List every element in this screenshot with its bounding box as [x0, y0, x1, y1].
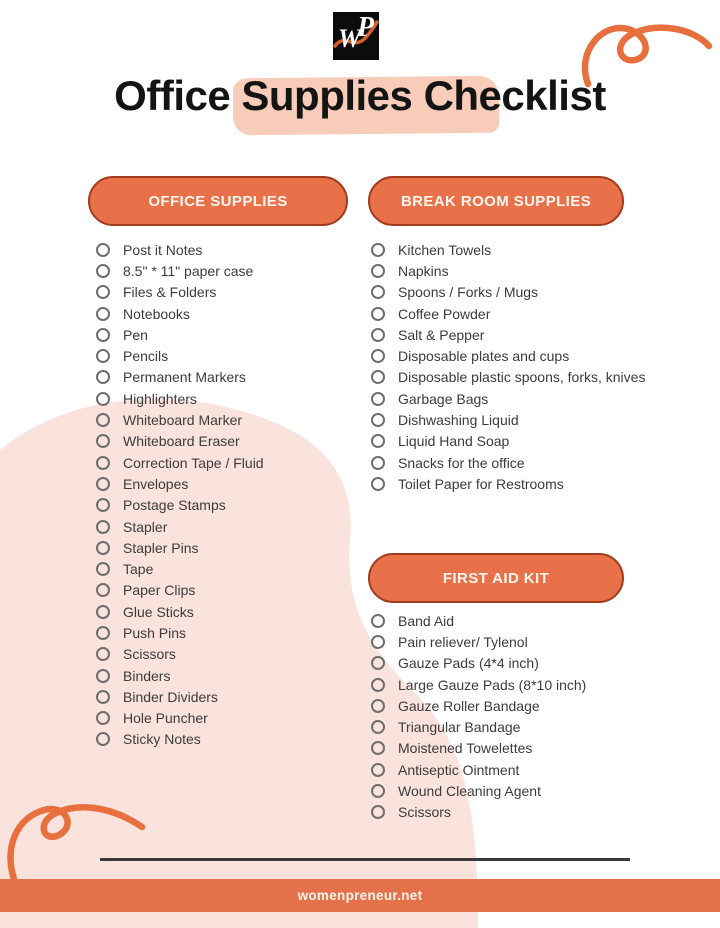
- section-header-label: FIRST AID KIT: [442, 569, 550, 587]
- checklist-item-label: Scissors: [398, 804, 451, 821]
- checklist-item: [96, 644, 366, 665]
- checklist-item-label: Files & Folders: [123, 284, 217, 301]
- checkbox-circle[interactable]: [96, 477, 110, 491]
- checklist-item: [96, 729, 366, 750]
- checkbox-circle[interactable]: [371, 243, 385, 257]
- checkbox-circle[interactable]: [371, 763, 385, 777]
- checkbox-circle[interactable]: [371, 784, 385, 798]
- checklist-item: [371, 260, 701, 281]
- checklist-item: [371, 409, 701, 430]
- checkbox-circle[interactable]: [371, 656, 385, 670]
- checklist-item: [96, 622, 366, 643]
- checklist-item: [371, 674, 691, 695]
- checklist-item-label: Moistened Towelettes: [398, 740, 533, 757]
- checklist-item-label: Binder Dividers: [123, 688, 218, 705]
- checklist-item-label: Whiteboard Eraser: [123, 433, 240, 450]
- checklist-item: [96, 452, 366, 473]
- checklist-item: [371, 653, 691, 674]
- checklist-item-label: Gauze Roller Bandage: [398, 697, 540, 714]
- checkbox-circle[interactable]: [96, 732, 110, 746]
- section-header-first-aid-kit: [368, 553, 624, 603]
- checklist-item-label: Glue Sticks: [123, 603, 194, 620]
- checklist-item: [371, 388, 701, 409]
- checkbox-circle[interactable]: [96, 520, 110, 534]
- checklist-item-label: Garbage Bags: [398, 390, 489, 407]
- checklist-item-label: Wound Cleaning Agent: [398, 783, 541, 800]
- checkbox-circle[interactable]: [371, 413, 385, 427]
- checkbox-circle[interactable]: [96, 413, 110, 427]
- checklist-item: [371, 303, 701, 324]
- checklist-item: [371, 324, 701, 345]
- checkbox-circle[interactable]: [96, 690, 110, 704]
- checklist-item-label: Hole Puncher: [123, 710, 208, 727]
- checkbox-circle[interactable]: [371, 392, 385, 406]
- checkbox-circle[interactable]: [96, 669, 110, 683]
- checkbox-circle[interactable]: [371, 307, 385, 321]
- checklist-item: [96, 665, 366, 686]
- checklist-item-label: Kitchen Towels: [398, 241, 492, 258]
- checklist-item: [96, 537, 366, 558]
- checklist-item: [96, 580, 366, 601]
- checklist-item-label: Postage Stamps: [123, 497, 226, 514]
- checklist-item-label: Scissors: [123, 646, 176, 663]
- checkbox-circle[interactable]: [96, 498, 110, 512]
- checklist-item: [371, 631, 691, 652]
- checklist-item: [371, 716, 691, 737]
- checklist-item-label: Tape: [123, 561, 154, 578]
- checklist-item-label: Disposable plastic spoons, forks, knives: [398, 369, 646, 386]
- checklist-item: [96, 239, 366, 260]
- checklist-item: [96, 388, 366, 409]
- checklist-item-label: Pen: [123, 326, 148, 343]
- checklist-item-label: Post it Notes: [123, 241, 203, 258]
- footer-bar: [0, 879, 720, 912]
- first-aid-kit-list: [371, 610, 691, 823]
- checklist-item: [96, 708, 366, 729]
- checklist-item: [371, 431, 701, 452]
- checklist-item-label: Binders: [123, 667, 171, 684]
- checklist-item-label: Dishwashing Liquid: [398, 412, 519, 429]
- checkbox-circle[interactable]: [371, 285, 385, 299]
- checkbox-circle[interactable]: [371, 699, 385, 713]
- checkbox-circle[interactable]: [96, 392, 110, 406]
- checklist-item-label: Antiseptic Ointment: [398, 761, 520, 778]
- checklist-item-label: Stapler: [123, 518, 168, 535]
- checklist-item: [371, 695, 691, 716]
- checklist-item-label: Toilet Paper for Restrooms: [398, 475, 564, 492]
- checkbox-circle[interactable]: [371, 456, 385, 470]
- section-header-label: OFFICE SUPPLIES: [148, 192, 288, 210]
- checklist-item-label: Pencils: [123, 348, 169, 365]
- checklist-item-label: Band Aid: [398, 612, 455, 629]
- checklist-item: [96, 495, 366, 516]
- checklist-item-label: Salt & Pepper: [398, 326, 485, 343]
- checkbox-circle[interactable]: [371, 349, 385, 363]
- checklist-item: [371, 759, 691, 780]
- checklist-item-label: Napkins: [398, 262, 449, 279]
- checklist-item: [371, 452, 701, 473]
- page-title: Office Supplies Checklist: [114, 72, 606, 119]
- checklist-item-label: Large Gauze Pads (8*10 inch): [398, 676, 587, 693]
- checkbox-circle[interactable]: [371, 720, 385, 734]
- section-header-office-supplies: [88, 176, 348, 226]
- checklist-item: [371, 282, 701, 303]
- checklist-item-label: Disposable plates and cups: [398, 348, 570, 365]
- checkbox-circle[interactable]: [371, 434, 385, 448]
- checkbox-circle[interactable]: [371, 477, 385, 491]
- checklist-item-label: Permanent Markers: [123, 369, 246, 386]
- checklist-item: [96, 516, 366, 537]
- section-header-label: BREAK ROOM SUPPLIES: [400, 192, 592, 210]
- checklist-item: [371, 473, 701, 494]
- checklist-item: [371, 367, 701, 388]
- checklist-item: [96, 473, 366, 494]
- checklist-item: [371, 738, 691, 759]
- checklist-item: [371, 345, 701, 366]
- checklist-item: [96, 431, 366, 452]
- checkbox-circle[interactable]: [96, 626, 110, 640]
- checklist-item-label: Sticky Notes: [123, 731, 201, 748]
- checklist-item: [371, 802, 691, 823]
- checklist-item-label: Stapler Pins: [123, 539, 199, 556]
- checklist-item-label: 8.5" * 11" paper case: [123, 262, 254, 279]
- checklist-item-label: Coffee Powder: [398, 305, 491, 322]
- checkbox-circle[interactable]: [371, 328, 385, 342]
- checklist-item: [96, 558, 366, 579]
- checkbox-circle[interactable]: [96, 307, 110, 321]
- checklist-item: [371, 780, 691, 801]
- checkbox-circle[interactable]: [96, 456, 110, 470]
- section-header-break-room-supplies: [368, 176, 624, 226]
- checklist-item: [96, 282, 366, 303]
- checkbox-circle[interactable]: [96, 605, 110, 619]
- checkbox-circle[interactable]: [96, 583, 110, 597]
- signature-line: [100, 858, 630, 861]
- checklist-item: [96, 409, 366, 430]
- checklist-item: [96, 324, 366, 345]
- checkbox-circle[interactable]: [96, 349, 110, 363]
- checklist-item-label: Paper Clips: [123, 582, 196, 599]
- checkbox-circle[interactable]: [96, 434, 110, 448]
- checkbox-circle[interactable]: [96, 711, 110, 725]
- checklist-item-label: Liquid Hand Soap: [398, 433, 510, 450]
- checklist-item-label: Envelopes: [123, 475, 189, 492]
- checkbox-circle[interactable]: [371, 370, 385, 384]
- checklist-item-label: Notebooks: [123, 305, 190, 322]
- checklist-item: [371, 610, 691, 631]
- checklist-item: [96, 686, 366, 707]
- checklist-item-label: Highlighters: [123, 390, 197, 407]
- logo-letter-w: W: [338, 24, 362, 53]
- wp-logo: [333, 12, 379, 60]
- swirl-decoration-bottom-icon: [4, 798, 154, 890]
- checkbox-circle[interactable]: [96, 541, 110, 555]
- checklist-item: [96, 367, 366, 388]
- checkbox-circle[interactable]: [96, 264, 110, 278]
- checklist-item-label: Push Pins: [123, 624, 187, 641]
- checklist-item-label: Snacks for the office: [398, 454, 525, 471]
- checklist-item: [96, 260, 366, 281]
- checkbox-circle[interactable]: [96, 647, 110, 661]
- checklist-item: [96, 601, 366, 622]
- checklist-item-label: Gauze Pads (4*4 inch): [398, 655, 539, 672]
- checkbox-circle[interactable]: [371, 805, 385, 819]
- checkbox-circle[interactable]: [96, 243, 110, 257]
- checkbox-circle[interactable]: [96, 328, 110, 342]
- footer-website-link[interactable]: womenpreneur.net: [297, 888, 423, 903]
- checkbox-circle[interactable]: [371, 741, 385, 755]
- checkbox-circle[interactable]: [96, 370, 110, 384]
- checkbox-circle[interactable]: [371, 635, 385, 649]
- office-supplies-list: [96, 239, 366, 750]
- checklist-item-label: Whiteboard Marker: [123, 412, 243, 429]
- break-room-supplies-list: [371, 239, 701, 495]
- checklist-item-label: Spoons / Forks / Mugs: [398, 284, 539, 301]
- checklist-item-label: Correction Tape / Fluid: [123, 454, 264, 471]
- checklist-item-label: Pain reliever/ Tylenol: [398, 633, 528, 650]
- checklist-item: [371, 239, 701, 260]
- checklist-item: [96, 345, 366, 366]
- checkbox-circle[interactable]: [371, 264, 385, 278]
- checkbox-circle[interactable]: [96, 285, 110, 299]
- checkbox-circle[interactable]: [371, 678, 385, 692]
- checklist-item: [96, 303, 366, 324]
- checkbox-circle[interactable]: [96, 562, 110, 576]
- checkbox-circle[interactable]: [371, 614, 385, 628]
- checklist-item-label: Triangular Bandage: [398, 719, 521, 736]
- logo-letter-p: P: [357, 12, 375, 43]
